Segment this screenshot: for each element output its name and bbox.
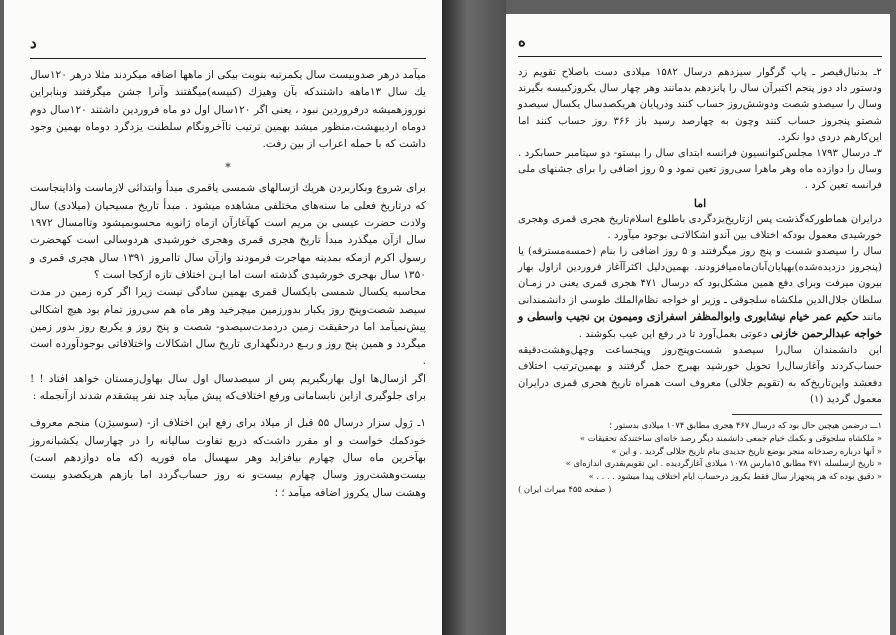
left-page-number: د [30, 34, 37, 52]
paragraph-4-text: سال را سیصدو شست و پنج روز میگرفتند و ۵ روز اضافی را بنام (خمسه‌مسترقه) یا (پنجروز دزدیده‌شده)بهپایان‌آبان‌ماه‌میافزودند. بهمین‌دلیل اکثرآ‌آغاز فروردین ازاول بهار بیرون میرفت وبرای دفع همین مشکل‌بود که درسال ۴۷۱ هجری قمری یعنی در زمـان سلطان جلال‌الدین ملکشاه سلجوقی ـ وزیر او خواجه نظام‌الملك طوسی از دانشمندانی مانند [518, 246, 882, 323]
right-page-header [518, 32, 882, 57]
footnote-source: ( صفحه ۴۵۵ میراث ایران ) [518, 484, 612, 495]
footnote-line: « آنها درباره رصدخانه منجر بوضع تاریخ جدیدی بنام تاریخ جلالی گردید . و این » [611, 445, 882, 456]
footnote-line: « تاریخ ازسلسله ۴۷۱ مطابق ۱۵مارس ۱۰۷۸ میلادی آغازگردیده . این تقویم‌بقدری اندازه‌ای » [565, 458, 882, 469]
left-paragraph-4: اگر ازسال‌ها اول بهاربگیریم پس از سیصدسال اول سال بهاول‌زمستان خواهد افتاد ! ! برای جلوگیری ازاین نابسامانی ورفع اختلاف‌که پیش میآید چند نفر پیشقدم شدند ازآنجمله : [30, 372, 426, 403]
left-paragraph-3: محاسبه یکسال شمسی بایکسال قمری بهمین سادگی نیست زیرا اگر کره زمین در مدت سیصد شصت‌وپنج روز یکبار بدورزمین میچرخید وهر ماه هم سی‌روز تمام بود هیچ اشکالی پیش‌نمیآمد اما درحقیقت زمین دردمدت‌سیصدو- شصت و پنج روز و یکربع روز بدور زمین میگردد و همین پنج روز و ربـع دردنگهداری تاریخ سال اشکالات واختلافاتی بوجودآورده است . [30, 286, 426, 368]
footnote-line: ۱ـــ درضمن هیچین حال بود که درسال ۴۶۷ هجری مطابق ۱۰۷۴ میلادی بدستور ؛ [609, 420, 882, 431]
right-paragraph-5: این دانشمندان سال‌را سیصدو شست‌وپنج‌روز وپنجساعت وچهل‌وهشت‌دقیقه حساب‌کردند وآغازسال‌را تحویل خورشید بهبرج حمل گرفتند و بهمین‌ترتیب اختلاف دفعشد واین‌تاریخ‌که به (تقویم جلالی) معروف است همراه تاریخ هجری قمری درایران معمول گردید (۱) [518, 345, 882, 405]
right-paragraph-1: ۲ـ بدنبال‌قیصر ـ پاپ گرگوار سیزدهم درسال ۱۵۸۲ میلادی دست باصلاح تقویم زد ودستور داد دوز پنجم اکتبرآن سال را پانزدهم بدمانند وهر چهار سال یکروزکبیسه بگیرند وسال را سیصدو شصت ودوشش‌روز حساب کنند ودرپایان هریکصدسال یکسال سیصدو شصتو پنجروز حساب کنند وچون به چهارصد رسید باز ۳۶۶ روز حساب کنند اما این‌کارهم دردی دوا نکرد. [518, 67, 883, 143]
left-page-header [30, 34, 426, 59]
right-paragraph-3: درایران هماطورکه‌گذشت پس ازتاریخ‌یزدگردی باطلوع اسلام‌تاریخ هجری قمری وهجری خورشیدی معمول بودکه اختلاف بین آندو اشکالاتـی بوجود میآورد . [518, 213, 882, 241]
footnote-rule [732, 414, 882, 415]
right-page [506, 14, 890, 635]
left-paragraph-2: برای شروع وبکاربردن هریك ازسالهای شمسی یاقمری مبدأ وابتدائی لازماست واذاینجاست که درتاریخ فعلی ما سنه‌های مختلفی مشاهده میشود . مبدأ تاریخ مسیحیان (میلادی) سال ولادت حضرت عیسی بن مریم است کهآغازآن ازماه ژانویه محسوبمیشود وتاامسال ۱۹۷۲ سال ازآن میگذرد مبدأ تاریخ هجری قمری وهجری خورشیدی هردوسالی است کهحضرت رسول اکرم ازمکه بمدینه مهاجرت فرمودند وازآن سال تاامروز ۱۳۹۱ سال هجری قمری و ۱۳۵۰ سال بهجری خورشیدی گذشته است اما ایـن اختلاف تازه ازکجا است ؟ [30, 182, 426, 281]
right-paragraph-2: ۳ـ درسال ۱۷۹۳ مجلس‌کنوانسیون فرانسه ابتدای سال را بیستو- دو سپتامبر حسابکرد . وسال را دوازده ماه وهر ماهرا سی‌روز تعین نمود و ۵ روز اضافی را برای جشنهای ملی فرانسه تعین کرد . [518, 148, 882, 192]
footnote-line: « ملکشاه سلجوقی و بکمك خیام جمعی دانشمند دیگر رصد خانه‌ای ساختندکه تحقیقات » [580, 432, 882, 443]
right-page-number: ه [518, 32, 526, 50]
left-paragraph-1: میآمد درهر صدوبیست سال یکمرتبه بنوبت بیکی از ماهها اضافه میکردند مثلا درهر ۱۲۰سال یك سال ۱۳ماهه داشتندکه بآن وهیزك (کبیسه)میگفتند وآنرا جشن میگرفتند وبنابراین نوروزهمیشه درفروردین نبود ، یعنی اگر ۱۲۰سال اول دو ماه فروردین داشتند ۱۲۰سال دوم دوماه اردیبهشت،منظور میشد بهمین ترتیب تاآخرونگام سلطنت یزدگرد دوماه بهمین وجود داشت که با حمله اعراب از بین رفت. [30, 69, 427, 151]
book-gutter [442, 0, 506, 635]
subheading: اما [693, 196, 707, 210]
right-paragraph-4 [518, 244, 882, 343]
left-page [4, 0, 442, 635]
left-paragraph-5: ۱ـ ژول سزار درسال ۵۵ قبل از میلاد برای رفع این اختلاف از- (سوسیژن) منجم معروف خودکمك خواست و او مقرر داشت‌که دربع تفاوت سالیانه را در چهارسال یکشبانه‌روز بهآخرین ماه سال چهارم بیافزاید وهر سهسال ماه فوریه (که ماه دوازدهم است) بیست‌وهشت‌روز وسال چهارم بیست‌و نه روز حساب‌گردد اما بازهم هریکصدو بیست وهشت سال یکروز اضافه میآمد ؛ ؛ [30, 417, 427, 499]
scholar-names: حکیم عمر خیام نیشابوری وابوالمظفر اسفرازی ومیمون بن نجیب واسطی و خواجه عبدالرحمن خازنی [518, 309, 882, 341]
footnote-line: « دقیق بوده که هر پنجهزار سال فقط یکروز درحساب ایام اختلاف پیدا میشود . . . . » [588, 471, 882, 482]
paragraph-4-end: دعوتی بعمل‌آورد تا در رفع این عیب بکوشند . [578, 329, 768, 341]
section-separator: * [225, 161, 231, 175]
